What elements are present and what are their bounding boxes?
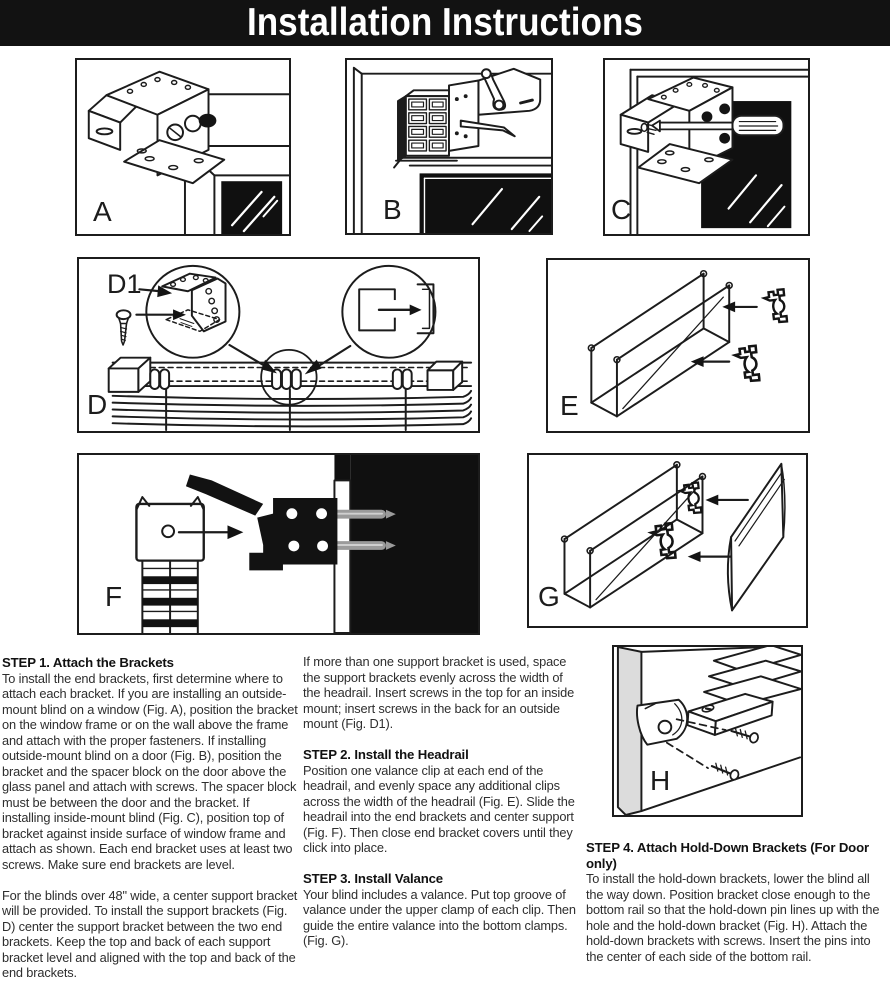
figure-e-drawing	[548, 260, 808, 431]
figure-b-label: B	[383, 194, 402, 225]
bottom-rail	[687, 694, 772, 735]
headrail-end-view	[136, 497, 203, 561]
support-bracket-detail-circle	[146, 266, 239, 358]
hold-down-bracket-icon	[637, 700, 687, 745]
step-1-paragraph-2: For the blinds over 48" wide, a center support bracket will be provided. To install the support brackets (Fig. D) center the support bracket between the two end brackets. Keep the top and back of each support bracket level and aligned with the top and back of the end brackets.	[2, 887, 298, 980]
step-1-heading: STEP 1. Attach the Brackets	[2, 655, 174, 670]
spacer-block-icon	[396, 90, 457, 160]
figure-a-label: A	[93, 196, 112, 227]
step-1-continued-paragraph: If more than one support bracket is used, space the support brackets evenly across the width of the headrail. Insert screws in the top for an inside mount; insert screws in the back for an outside mount (Fig. D1).	[303, 654, 575, 731]
blind-ladder	[142, 561, 197, 633]
figure-h-drawing	[614, 647, 801, 815]
figure-c-drawing	[605, 60, 808, 234]
end-bracket-icon	[449, 69, 540, 151]
headrail-channel	[562, 462, 706, 608]
step-3-paragraph: Your blind includes a valance. Put top groove of valance under the upper clamp of each clip. Then guide the entire valance into the bottom clamps. (Fig. G).	[303, 886, 576, 948]
figure-d1-label: D1	[107, 269, 142, 299]
slide-in-detail-circle	[342, 266, 435, 358]
figure-b-drawing	[347, 60, 551, 233]
figure-c-panel	[603, 58, 810, 236]
title-banner	[0, 0, 890, 46]
end-bracket-icon	[186, 475, 337, 571]
figure-h-label: H	[650, 765, 671, 796]
step-4-text-column	[586, 840, 888, 964]
figure-d-label: D	[87, 389, 108, 420]
figure-g-label: G	[538, 581, 560, 612]
figure-a-panel	[75, 58, 291, 236]
figure-f-label: F	[105, 581, 123, 612]
window-glass	[221, 181, 282, 234]
step-1-paragraph: To install the end brackets, first determine where to attach each bracket. If you are installing an outside-mount blind on a window (Fig. A), position the bracket on the window frame or on the wall above the frame and attach with the proper fasteners. If installing outside-mount blind on a door (Fig. B), position the bracket and the spacer block on the door above the glass panel and attach with screws. The spacer block must be between the door and the bracket. If installing inside-mount blind (Fig. C), position top of bracket against inside surface of window frame and attach as shown. Each end bracket uses at least two screws. Make sure end brackets are level.	[2, 670, 298, 872]
door-glass	[420, 173, 551, 233]
figure-c-label: C	[611, 194, 632, 225]
step-3-heading: STEP 3. Install Valance	[303, 871, 443, 886]
valance-clip-icon	[735, 289, 787, 381]
figure-f-panel	[77, 453, 480, 635]
figure-d-panel	[77, 257, 480, 433]
end-block-right	[428, 362, 463, 390]
blind-slats	[113, 389, 471, 430]
figure-h-panel	[612, 645, 803, 817]
figure-e-panel	[546, 258, 810, 433]
valance-panel	[728, 464, 785, 611]
page-title: Installation Instructions	[247, 1, 643, 44]
screw-icon	[117, 310, 131, 345]
steps-2-3-text-column	[303, 654, 583, 949]
end-block-left	[109, 358, 151, 392]
figure-f-drawing	[79, 455, 478, 633]
figure-g-panel	[527, 453, 808, 628]
figure-e-label: E	[560, 390, 579, 421]
end-bracket-icon	[89, 72, 224, 183]
step-2-paragraph: Position one valance clip at each end of the headrail, and evenly space any additional clips across the width of the headrail (Fig. E). Slide the headrail into the end brackets and center support (Fig. F). Then close end bracket covers until they click into place.	[303, 762, 575, 855]
step-4-heading: STEP 4. Attach Hold-Down Brackets (For Door only)	[586, 840, 869, 871]
screw-icon	[199, 114, 217, 128]
step-1-text-column	[2, 655, 300, 981]
headrail-channel	[588, 271, 732, 417]
step-2-heading: STEP 2. Install the Headrail	[303, 747, 469, 762]
figure-g-drawing	[529, 455, 806, 626]
step-4-paragraph: To install the hold-down brackets, lower the blind all the way down. Position bracket close enough to the bottom rail so that the hold-down pin lines up with the hole and the hold-down bracket (Fig. H). Attach the hold-down brackets with screws. Insert the pins into the center of each side of the bottom rail.	[586, 871, 880, 964]
figure-b-panel	[345, 58, 553, 235]
